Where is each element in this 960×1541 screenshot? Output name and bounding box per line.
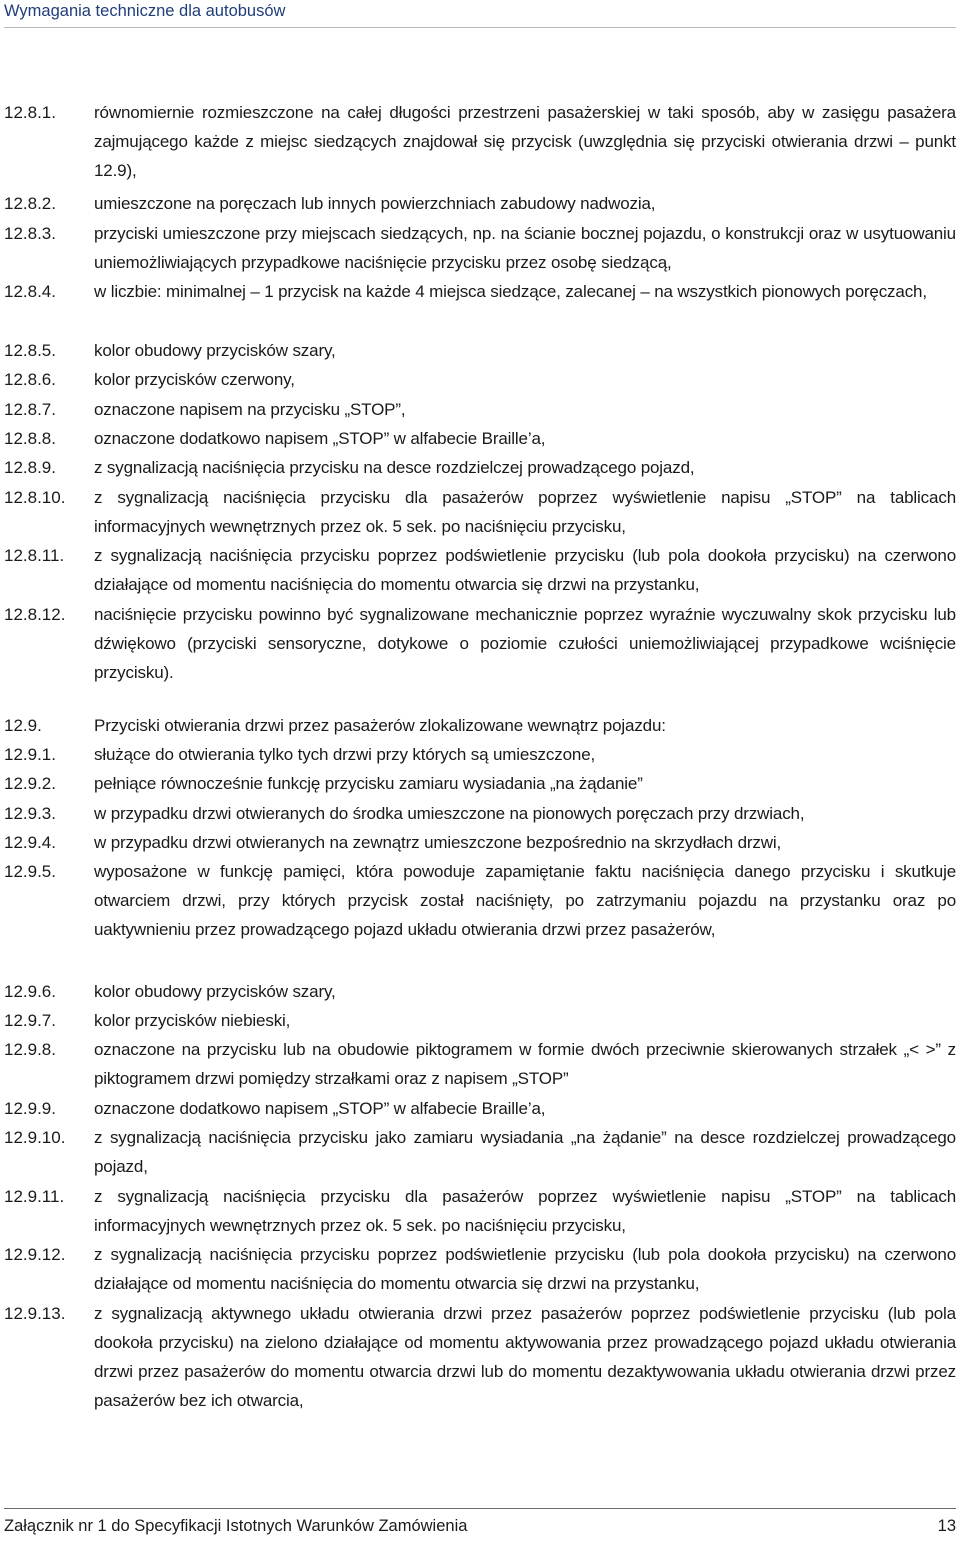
- item-text: naciśnięcie przycisku powinno być sygnalizowane mechanicznie poprzez wyraźnie wyczuwalny skok przycisku lub dźwiękowo (przyciski sensoryczne, dotykowe o poziomie czułości uniemożliwiającej przypadkowe wciśnięcie przycisku).: [94, 605, 956, 682]
- page-footer: [4, 1508, 956, 1539]
- item-number: 12.8.11.: [4, 546, 65, 565]
- item-number: 12.8.12.: [4, 605, 66, 624]
- item-text: wyposażone w funkcję pamięci, która powoduje zapamiętanie faktu naciśnięcia danego przycisku i skutkuje otwarciem drzwi, przy których przycisk został naciśnięty, po zatrzymaniu pojazdu na przystanku oraz po uaktywnieniu przez prowadzącego pojazd układu otwierania drzwi przez pasażerów,: [94, 862, 956, 939]
- item-number: 12.8.4.: [4, 282, 56, 301]
- item-text: w przypadku drzwi otwieranych na zewnątrz umieszczone bezpośrednio na skrzydłach drzwi,: [94, 833, 782, 852]
- item-number: 12.8.9.: [4, 458, 56, 477]
- list-item: [4, 219, 956, 277]
- item-text: oznaczone napisem na przycisku „STOP”,: [94, 400, 406, 419]
- item-number: 12.9.1.: [4, 745, 56, 764]
- item-text: służące do otwierania tylko tych drzwi przy których są umieszczone,: [94, 745, 596, 764]
- item-number: 12.9.8.: [4, 1040, 56, 1059]
- list-item: [4, 98, 956, 185]
- item-number: 12.9.10.: [4, 1128, 66, 1147]
- list-item: [4, 857, 956, 944]
- item-number: 12.8.2.: [4, 194, 56, 213]
- item-number: 12.9.2.: [4, 774, 56, 793]
- item-text: z sygnalizacją naciśnięcia przycisku poprzez podświetlenie przycisku (lub pola dookoła przycisku) na czerwono działające od momentu naciśnięcia do momentu otwarcia się drzwi na przystanku,: [94, 1245, 956, 1293]
- item-text: oznaczone dodatkowo napisem „STOP” w alfabecie Braille’a,: [94, 1099, 546, 1118]
- item-number: 12.9.11.: [4, 1187, 65, 1206]
- list-item: [4, 365, 956, 394]
- item-text: przyciski umieszczone przy miejscach siedzących, np. na ścianie bocznej pojazdu, o konstrukcji oraz w usytuowaniu uniemożliwiających przypadkowe naciśnięcie przycisku przez osobę siedzącą,: [94, 224, 956, 272]
- item-text: z sygnalizacją naciśnięcia przycisku poprzez podświetlenie przycisku (lub pola dookoła przycisku) na czerwono działające od momentu naciśnięcia do momentu otwarcia się drzwi na przystanku,: [94, 546, 956, 594]
- item-text: z sygnalizacją naciśnięcia przycisku jako zamiaru wysiadania „na żądanie” na desce rozdzielczej prowadzącego pojazd,: [94, 1128, 956, 1176]
- list-item: [4, 740, 956, 769]
- list-item: [4, 453, 956, 482]
- item-number: 12.9.12.: [4, 1245, 66, 1264]
- list-item: [4, 799, 956, 828]
- item-text: w liczbie: minimalnej – 1 przycisk na każde 4 miejsca siedzące, zalecanej – na wszystkich pionowych poręczach,: [94, 282, 927, 301]
- item-number: 12.8.6.: [4, 370, 56, 389]
- item-text: z sygnalizacją naciśnięcia przycisku dla pasażerów poprzez wyświetlenie napisu „STOP” na tablicach informacyjnych wewnętrznych przez ok. 5 sek. po naciśnięciu przycisku,: [94, 488, 956, 536]
- section-number: 12.9.: [4, 716, 42, 735]
- list-item: [4, 541, 956, 599]
- item-text: pełniące równocześnie funkcję przycisku zamiaru wysiadania „na żądanie”: [94, 774, 643, 793]
- list-item: [4, 277, 956, 306]
- list-item: [4, 1240, 956, 1298]
- item-text: umieszczone na poręczach lub innych powierzchniach zabudowy nadwozia,: [94, 194, 656, 213]
- item-number: 12.9.9.: [4, 1099, 56, 1118]
- footer-text: Załącznik nr 1 do Specyfikacji Istotnych Warunków Zamówienia: [4, 1517, 468, 1535]
- page-header: [4, 0, 956, 28]
- list-item: [4, 1299, 956, 1415]
- item-number: 12.9.4.: [4, 833, 56, 852]
- item-number: 12.8.1.: [4, 103, 56, 122]
- item-number: 12.9.6.: [4, 982, 56, 1001]
- item-text: kolor obudowy przycisków szary,: [94, 982, 336, 1001]
- page-number: 13: [937, 1517, 956, 1535]
- list-item: [4, 424, 956, 453]
- list-item: [4, 1123, 956, 1181]
- item-text: kolor obudowy przycisków szary,: [94, 341, 336, 360]
- list-item: [4, 1182, 956, 1240]
- item-text: kolor przycisków czerwony,: [94, 370, 295, 389]
- section-heading: [4, 711, 956, 740]
- list-item: [4, 189, 956, 218]
- item-text: oznaczone dodatkowo napisem „STOP” w alfabecie Braille’a,: [94, 429, 546, 448]
- item-number: 12.9.3.: [4, 804, 56, 823]
- list-item: [4, 769, 956, 798]
- item-number: 12.8.10.: [4, 488, 66, 507]
- item-text: oznaczone na przycisku lub na obudowie piktogramem w formie dwóch przeciwnie skierowanych strzałek „< >” z piktogramem drzwi pomiędzy strzałkami oraz z napisem „STOP”: [94, 1040, 956, 1088]
- section-title: Przyciski otwierania drzwi przez pasażerów zlokalizowane wewnątrz pojazdu:: [94, 716, 666, 735]
- list-item: [4, 1094, 956, 1123]
- item-text: z sygnalizacją naciśnięcia przycisku dla pasażerów poprzez wyświetlenie napisu „STOP” na tablicach informacyjnych wewnętrznych przez ok. 5 sek. po naciśnięciu przycisku,: [94, 1187, 956, 1235]
- list-item: [4, 1035, 956, 1093]
- item-text: kolor przycisków niebieski,: [94, 1011, 291, 1030]
- list-item: [4, 483, 956, 541]
- list-item: [4, 336, 956, 365]
- item-text: równomiernie rozmieszczone na całej długości przestrzeni pasażerskiej w taki sposób, aby w zasięgu pasażera zajmującego każde z miejsc siedzących znajdował się przycisk (uwzględnia się przyciski otwierania drzwi – punkt 12.9),: [94, 103, 956, 180]
- list-item: [4, 395, 956, 424]
- list-item: [4, 828, 956, 857]
- list-item: [4, 600, 956, 687]
- list-item: [4, 977, 956, 1006]
- item-number: 12.9.13.: [4, 1304, 66, 1323]
- item-number: 12.8.3.: [4, 224, 56, 243]
- item-number: 12.9.5.: [4, 862, 56, 881]
- item-number: 12.8.8.: [4, 429, 56, 448]
- item-text: z sygnalizacją naciśnięcia przycisku na desce rozdzielczej prowadzącego pojazd,: [94, 458, 695, 477]
- item-number: 12.8.5.: [4, 341, 56, 360]
- item-text: z sygnalizacją aktywnego układu otwierania drzwi przez pasażerów poprzez podświetlenie przycisku (lub pola dookoła przycisku) na zielono działające od momentu aktywowania przez prowadzącego pojazd układu otwierania drzwi przez pasażerów do momentu otwarcia drzwi lub do momentu dezaktywowania układu otwierania drzwi przez pasażerów bez ich otwarcia,: [94, 1304, 956, 1410]
- header-title: Wymagania techniczne dla autobusów: [4, 2, 286, 20]
- item-number: 12.8.7.: [4, 400, 56, 419]
- list-item: [4, 1006, 956, 1035]
- item-number: 12.9.7.: [4, 1011, 56, 1030]
- item-text: w przypadku drzwi otwieranych do środka umieszczone na pionowych poręczach przy drzwiach,: [94, 804, 805, 823]
